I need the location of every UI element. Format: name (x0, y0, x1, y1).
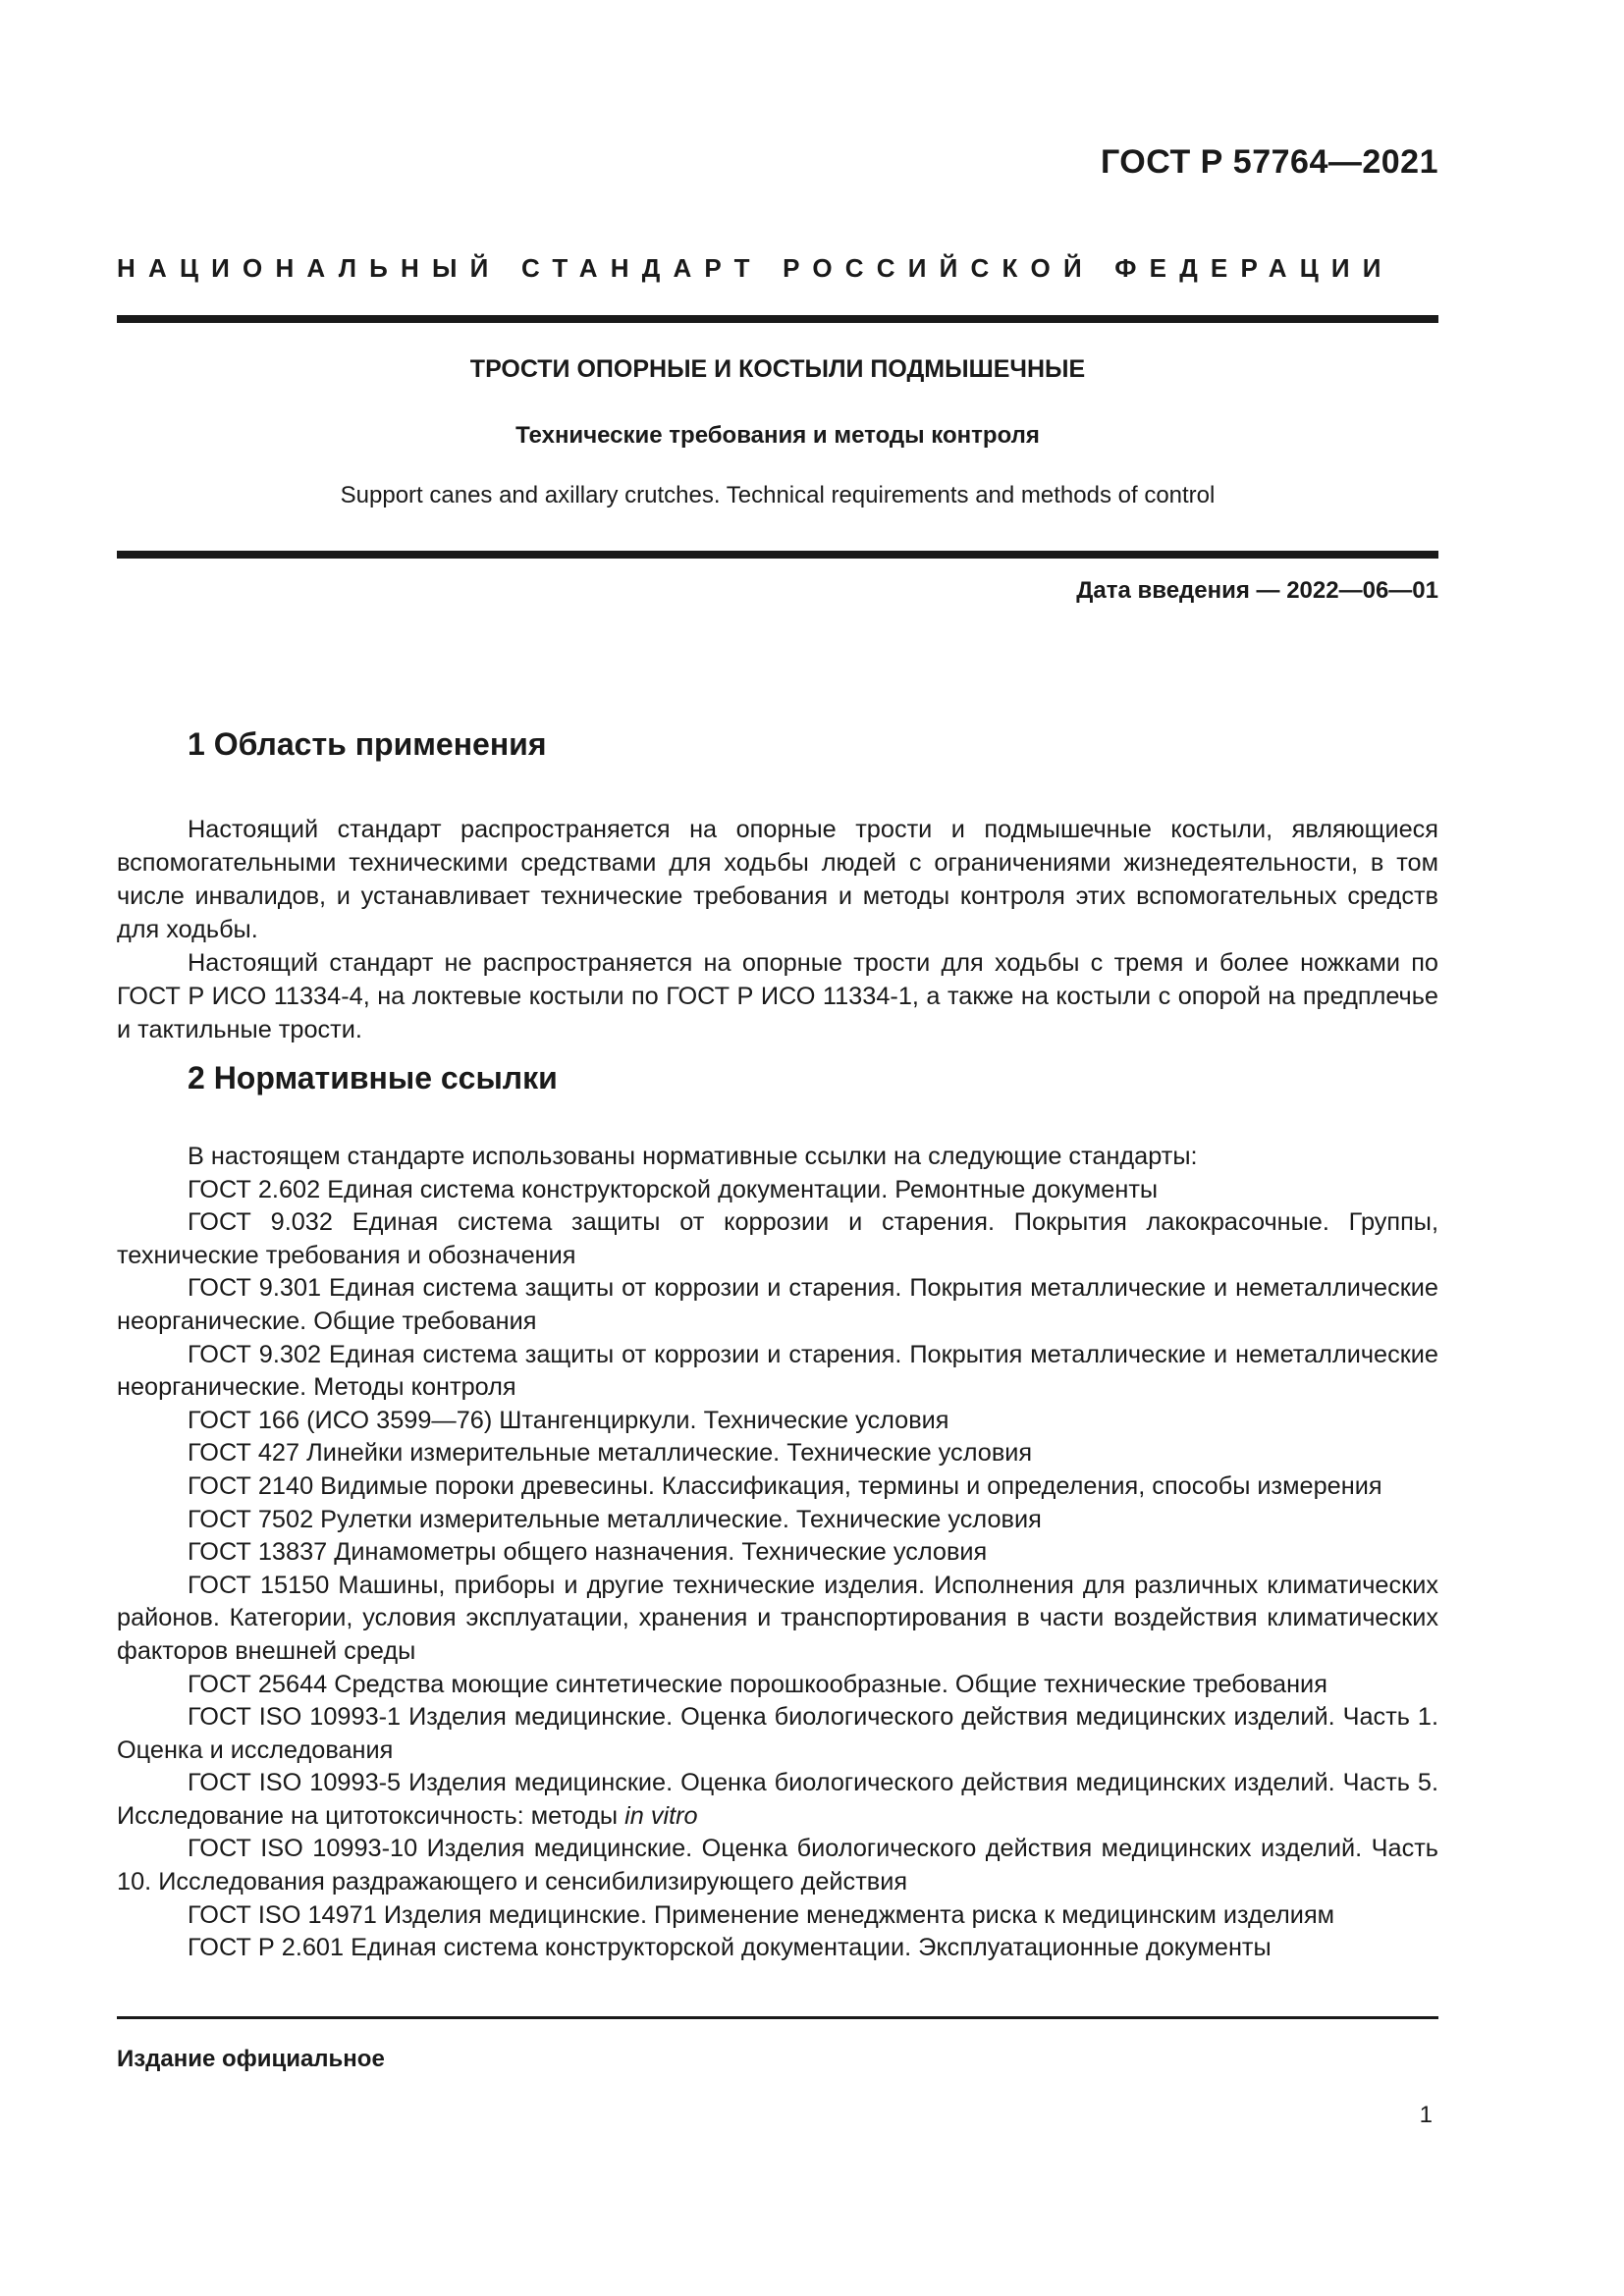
reference-item: ГОСТ 13837 Динамометры общего назначения. Технические условия (188, 1538, 988, 1567)
reference-item: ГОСТ ISO 10993-10 Изделия медицинские. Оценка биологического действия медицинских изделий. Часть 10. Исследования раздражающего и сенсибилизирующего действия (117, 1835, 1438, 1896)
reference-text: ГОСТ ISO 10993-5 Изделия медицинские. Оценка биологического действия медицинских изделий. Часть 5. Исследование на цитотоксичность: методы (117, 1769, 1438, 1830)
reference-item: ГОСТ 427 Линейки измерительные металлические. Технические условия (188, 1439, 1033, 1468)
reference-item: ГОСТ Р 2.601 Единая система конструкторской документации. Эксплуатационные документы (188, 1934, 1272, 1962)
paragraph: Настоящий стандарт не распространяется на опорные трости для ходьбы с тремя и более ножками по ГОСТ Р ИСО 11334-4, на локтевые костыли по ГОСТ Р ИСО 11334-1, а также на костыли с опорой на предплечье и тактильные трости. (117, 949, 1438, 1043)
reference-item: ГОСТ 166 (ИСО 3599—76) Штангенциркули. Технические условия (188, 1406, 949, 1434)
section-scope (117, 724, 1438, 1046)
section-normative-references (117, 1058, 1438, 1965)
reference-item: ГОСТ 9.302 Единая система защиты от коррозии и старения. Покрытия металлические и неметаллические неорганические. Методы контроля (117, 1340, 1438, 1402)
reference-item: ГОСТ 9.032 Единая система защиты от коррозии и старения. Покрытия лакокрасочные. Группы, технические требования и обозначения (117, 1208, 1438, 1269)
english-title: Support canes and axillary crutches. Technical requirements and methods of control (340, 482, 1216, 508)
top-divider (117, 315, 1438, 323)
reference-item: ГОСТ 2.602 Единая система конструкторской документации. Ремонтные документы (188, 1175, 1159, 1203)
reference-item: ГОСТ 2140 Видимые пороки древесины. Классификация, термины и определения, способы измерения (188, 1471, 1382, 1500)
title-divider (117, 551, 1438, 559)
document-number: ГОСТ Р 57764—2021 (1100, 143, 1438, 181)
document-subtitle: Технические требования и методы контроля (515, 422, 1040, 449)
official-edition-label: Издание официальное (117, 2046, 385, 2072)
reference-item: ГОСТ 9.301 Единая система защиты от коррозии и старения. Покрытия металлические и неметаллические неорганические. Общие требования (117, 1274, 1438, 1335)
reference-item: ГОСТ ISO 10993-1 Изделия медицинские. Оценка биологического действия медицинских изделий. Часть 1. Оценка и исследования (117, 1703, 1438, 1764)
national-standard-banner: НАЦИОНАЛЬНЫЙ СТАНДАРТ РОССИЙСКОЙ ФЕДЕРАЦИИ (117, 253, 1394, 283)
introduction-date: Дата введения — 2022—06—01 (1076, 577, 1438, 604)
reference-item: ГОСТ ISO 14971 Изделия медицинские. Применение менеджмента риска к медицинским изделиям (188, 1900, 1335, 1929)
document-title: ТРОСТИ ОПОРНЫЕ И КОСТЫЛИ ПОДМЫШЕЧНЫЕ (469, 355, 1086, 383)
document-page (117, 0, 1438, 2296)
reference-item: ГОСТ 7502 Рулетки измерительные металлические. Технические условия (188, 1505, 1042, 1533)
footer-divider (117, 2016, 1438, 2019)
reference-item: ГОСТ 15150 Машины, приборы и другие технические изделия. Исполнения для различных климатических районов. Категории, условия эксплуатации, хранения и транспортирования в части воздействия климатических факторов внешней среды (117, 1571, 1438, 1665)
reference-item (117, 1767, 1438, 1833)
paragraph: Настоящий стандарт распространяется на опорные трости и подмышечные костыли, являющиеся вспомогательными техническими средствами для ходьбы людей с ограничениями жизнедеятельности, в том числе инвалидов, и устанавливает технические требования и методы контроля этих вспомогательных средств для ходьбы. (117, 816, 1438, 943)
paragraph: В настоящем стандарте использованы нормативные ссылки на следующие стандарты: (188, 1143, 1198, 1170)
section-heading: 1 Область применения (188, 726, 547, 762)
reference-italic-text: in vitro (624, 1801, 698, 1830)
section-heading: 2 Нормативные ссылки (188, 1060, 558, 1095)
reference-item: ГОСТ 25644 Средства моющие синтетические порошкообразные. Общие технические требования (188, 1670, 1327, 1698)
page-number: 1 (1419, 2102, 1433, 2128)
